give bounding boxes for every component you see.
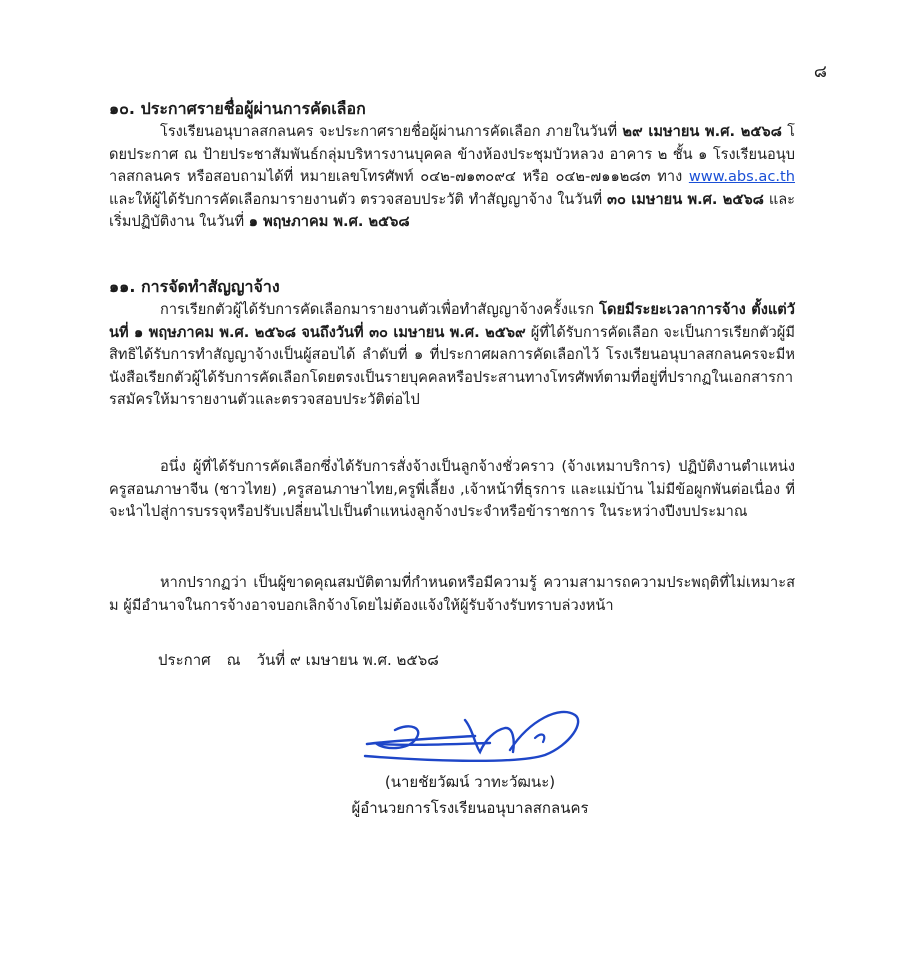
announcement-date: วันที่ ๙ เมษายน พ.ศ. ๒๕๖๘ <box>256 651 439 669</box>
section-10-text: โรงเรียนอนุบาลสกลนคร จะประกาศรายชื่อผู้ผ่านการคัดเลือก ภายในวันที่ <box>160 123 623 140</box>
section-10-text: และให้ผู้ได้รับการคัดเลือกมารายงานตัว ตรวจสอบประวัติ ทำสัญญาจ้าง ในวันที่ <box>109 190 608 208</box>
section-11-text: ผู้ที่ได้รับการคัดเลือก จะเป็นการเรียกตัวผู้มีสิทธิได้รับการทำสัญญาจ้างเป็นผู้สอบได้ ลำดับที่ ๑ ที่ประกาศผลการคัดเลือกไว้ โรงเรียนอนุบาลสกลนครจะมีหนังสือเรียกตัวผู้ได้รับการคัดเลือกโดยตรงเป็นรายบุคคลหรือประสานทางโทรศัพท์ตามที่อยู่ที่ปรากฏในเอกสารการสมัครให้มารายงานตัวและตรวจสอบประวัติต่อไป <box>109 323 795 409</box>
section-11-text: อนึ่ง ผู้ที่ได้รับการคัดเลือกซึ่งได้รับการสั่งจ้างเป็นลูกจ้างชั่วคราว (จ้างเหมาบริการ) ปฏิบัติงานตำแหน่งครูสอนภาษาจีน (ชาวไทย) ,ครูสอนภาษาไทย,ครูพี่เลี้ยง ,เจ้าหน้าที่ธุรการ และแม่บ้าน ไม่มีข้อผูกพันต่อเนื่อง ที่จะนำไปสู่การบรรจุหรือปรับเปลี่ยนไปเป็นตำแหน่งลูกจ้างประจำหรือข้าราชการ ในระหว่างปีงบประมาณ <box>109 458 795 521</box>
section-11-paragraph-2 <box>109 456 795 524</box>
section-10-date-bold: ๓๐ เมษายน พ.ศ. ๒๕๖๘ <box>607 190 764 208</box>
announcement-prefix: ประกาศ <box>158 651 211 669</box>
signer-name: (นายชัยวัฒน์ วาทะวัฒนะ) <box>384 773 556 791</box>
section-11-paragraph-1 <box>109 299 795 412</box>
signer-position: ผู้อำนวยการโรงเรียนอนุบาลสกลนคร <box>351 799 589 817</box>
website-link[interactable]: www.abs.ac.th <box>688 168 795 186</box>
section-10-date-bold: ๒๙ เมษายน พ.ศ. ๒๕๖๘ <box>622 123 782 140</box>
announcement-at: ณ <box>226 651 241 669</box>
section-10-heading: ๑๐. ประกาศรายชื่อผู้ผ่านการคัดเลือก <box>109 99 366 118</box>
page-number: ๘ <box>813 62 827 82</box>
section-11-heading: ๑๑. การจัดทำสัญญาจ้าง <box>109 277 280 296</box>
section-10-text: โดยประกาศ ณ ป้ายประชาสัมพันธ์กลุ่มบริหารงานบุคคล ข้างห้องประชุมบัวหลวง อาคาร ๒ ชั้น ๑ โรงเรียนอนุบาลสกลนคร หรือสอบถามได้ที่ หมายเลขโทรศัพท์ ๐๔๒-๗๑๓๐๙๔ หรือ ๐๔๒-๗๑๑๒๘๓ ทาง <box>109 123 795 186</box>
section-10-text: และเริ่มปฏิบัติงาน ในวันที่ <box>109 190 796 231</box>
section-10-paragraph <box>109 121 795 234</box>
section-11-text: การเรียกตัวผู้ได้รับการคัดเลือกมารายงานตัวเพื่อทำสัญญาจ้างครั้งแรก <box>160 301 600 318</box>
section-10-date-bold: ๑ พฤษภาคม พ.ศ. ๒๕๖๘ <box>248 213 410 231</box>
signature <box>355 700 585 770</box>
section-11-paragraph-3 <box>109 572 795 617</box>
section-11-text: หากปรากฏว่า เป็นผู้ขาดคุณสมบัติตามที่กำหนดหรือมีความรู้ ความสามารถความประพฤติที่ไม่เหมาะสม ผู้มีอำนาจในการจ้างอาจบอกเลิกจ้างโดยไม่ต้องแจ้งให้ผู้รับจ้างรับทราบล่วงหน้า <box>109 574 795 614</box>
contract-period-bold: โดยมีระยะเวลาการจ้าง ตั้งแต่วันที่ ๑ พฤษภาคม พ.ศ. ๒๕๖๘ จนถึงวันที่ ๓๐ เมษายน พ.ศ. ๒๕๖๙ <box>109 301 795 341</box>
announcement-line <box>158 648 455 672</box>
